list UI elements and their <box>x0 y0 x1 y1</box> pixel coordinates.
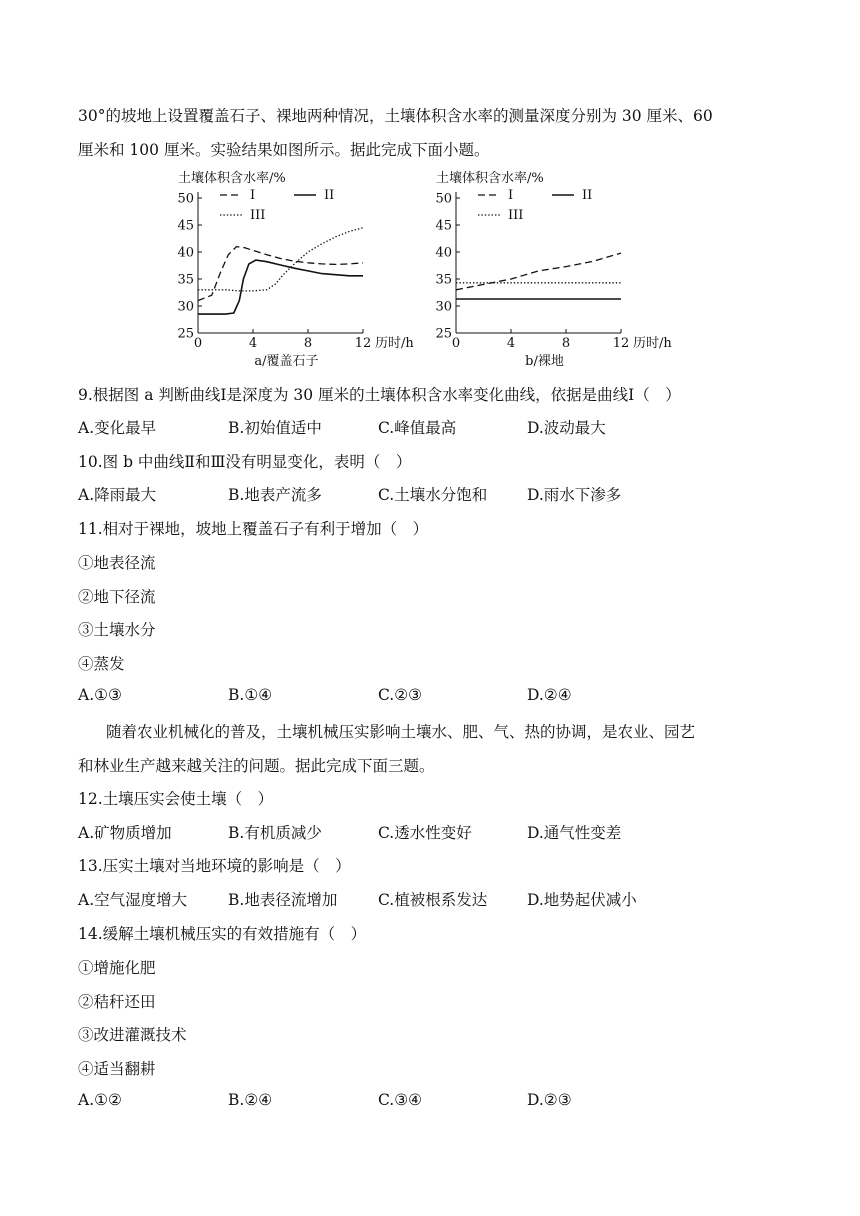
chart-a-ytick-label: 25 <box>177 326 194 342</box>
q11-item-1: ①地表径流 <box>78 554 156 572</box>
q14-option-c[interactable]: C.③④ <box>378 1091 423 1109</box>
q10-option-b[interactable]: B.地表产流多 <box>228 486 322 504</box>
q14-item-3: ③改进灌溉技术 <box>78 1026 187 1044</box>
q11-stem: 11.相对于裸地，坡地上覆盖石子有利于增加（ ） <box>78 520 429 538</box>
chart-b-ytick-label: 30 <box>435 299 452 315</box>
q11-item-4: ④蒸发 <box>78 655 125 673</box>
q11-option-d[interactable]: D.②④ <box>527 686 572 704</box>
chart-a-ytick-label: 45 <box>177 218 194 234</box>
chart-a-series-II <box>198 260 363 314</box>
chart-a-xtick-label: 0 <box>193 336 203 351</box>
chart-a-legend-label-II: II <box>324 188 335 203</box>
q9-option-b[interactable]: B.初始值适中 <box>228 419 322 437</box>
q14-item-1: ①增施化肥 <box>78 959 156 977</box>
q12-option-d[interactable]: D.通气性变差 <box>527 824 622 842</box>
q14-option-b[interactable]: B.②④ <box>228 1091 273 1109</box>
chart-a-ytick-label: 40 <box>177 245 194 261</box>
chart-b-xtick-label: 0 <box>451 336 461 351</box>
q14-item-2: ②秸秆还田 <box>78 993 156 1011</box>
passage2-line-1: 随着农业机械化的普及，土壤机械压实影响土壤水、肥、气、热的协调，是农业、园艺 <box>106 723 696 741</box>
chart-b-ytick-label: 45 <box>435 218 452 234</box>
q13-option-a[interactable]: A.空气湿度增大 <box>78 891 188 909</box>
chart-b-ytick-label: 50 <box>435 191 452 207</box>
chart-a-ytick-label: 30 <box>177 299 194 315</box>
q14-option-d[interactable]: D.②③ <box>527 1091 572 1109</box>
chart-b-legend-label-III: III <box>508 208 524 223</box>
q13-option-c[interactable]: C.植被根系发达 <box>378 891 488 909</box>
q10-stem: 10.图 b 中曲线Ⅱ和Ⅲ没有明显变化，表明（ ） <box>78 453 412 471</box>
q14-item-4: ④适当翻耕 <box>78 1060 156 1078</box>
chart-b-legend-label-I: I <box>508 188 514 203</box>
q14-option-a[interactable]: A.①② <box>78 1091 122 1109</box>
q9-option-c[interactable]: C.峰值最高 <box>378 419 457 437</box>
q9-option-d[interactable]: D.波动最大 <box>527 419 606 437</box>
chart-a-ylabel: 土壤体积含水率/% <box>178 171 286 186</box>
chart-a-ytick-label: 35 <box>177 272 194 288</box>
chart-a-xlabel: 历时/h <box>375 336 414 351</box>
chart-b <box>428 163 708 378</box>
q12-option-c[interactable]: C.透水性变好 <box>378 824 472 842</box>
q10-option-c[interactable]: C.土壤水分饱和 <box>378 486 488 504</box>
chart-a-xtick-label: 8 <box>303 336 313 351</box>
chart-a-xtick-label: 4 <box>248 336 258 351</box>
q10-option-a[interactable]: A.降雨最大 <box>78 486 157 504</box>
chart-a-series-I <box>198 247 363 301</box>
q11-item-2: ②地下径流 <box>78 588 156 606</box>
chart-b-xtick-label: 12 <box>612 336 630 351</box>
q12-option-b[interactable]: B.有机质减少 <box>228 824 322 842</box>
figure-soil-moisture <box>170 163 710 378</box>
chart-a-legend-label-III: III <box>250 208 266 223</box>
chart-b-xtick-label: 4 <box>506 336 516 351</box>
q9-stem: 9.根据图 a 判断曲线Ⅰ是深度为 30 厘米的土壤体积含水率变化曲线，依据是曲线Ⅰ（ ） <box>78 386 681 404</box>
passage2-line-2: 和林业生产越来越关注的问题。据此完成下面三题。 <box>78 757 435 775</box>
chart-b-legend-label-II: II <box>582 188 593 203</box>
q10-option-d[interactable]: D.雨水下渗多 <box>527 486 622 504</box>
chart-b-ytick-label: 40 <box>435 245 452 261</box>
chart-a-ytick-label: 50 <box>177 191 194 207</box>
intro-line-1: 30°的坡地上设置覆盖石子、裸地两种情况，土壤体积含水率的测量深度分别为 30 厘米、60 <box>78 107 713 125</box>
chart-b-xlabel: 历时/h <box>633 336 672 351</box>
q13-stem: 13.压实土壤对当地环境的影响是（ ） <box>78 857 351 875</box>
chart-b-ytick-label: 25 <box>435 326 452 342</box>
q12-stem: 12.土壤压实会使土壤（ ） <box>78 790 274 808</box>
q11-option-b[interactable]: B.①④ <box>228 686 273 704</box>
q14-stem: 14.缓解土壤机械压实的有效措施有（ ） <box>78 925 367 943</box>
q13-option-b[interactable]: B.地表径流增加 <box>228 891 338 909</box>
chart-a-series-III <box>198 228 363 291</box>
q13-option-d[interactable]: D.地势起伏减小 <box>527 891 637 909</box>
intro-line-2: 厘米和 100 厘米。实验结果如图所示。据此完成下面小题。 <box>78 141 490 159</box>
q12-option-a[interactable]: A.矿物质增加 <box>78 824 172 842</box>
q11-option-c[interactable]: C.②③ <box>378 686 423 704</box>
chart-b-ylabel: 土壤体积含水率/% <box>436 171 544 186</box>
q11-item-3: ③土壤水分 <box>78 621 156 639</box>
chart-b-series-I <box>456 253 621 290</box>
chart-b-ytick-label: 35 <box>435 272 452 288</box>
chart-a-xtick-label: 12 <box>354 336 372 351</box>
chart-a-legend-label-I: I <box>250 188 256 203</box>
chart-a <box>170 163 430 378</box>
chart-a-caption: a/覆盖石子 <box>254 354 319 369</box>
chart-b-xtick-label: 8 <box>561 336 571 351</box>
chart-b-caption: b/裸地 <box>525 354 564 369</box>
q9-option-a[interactable]: A.变化最早 <box>78 419 157 437</box>
q11-option-a[interactable]: A.①③ <box>78 686 122 704</box>
